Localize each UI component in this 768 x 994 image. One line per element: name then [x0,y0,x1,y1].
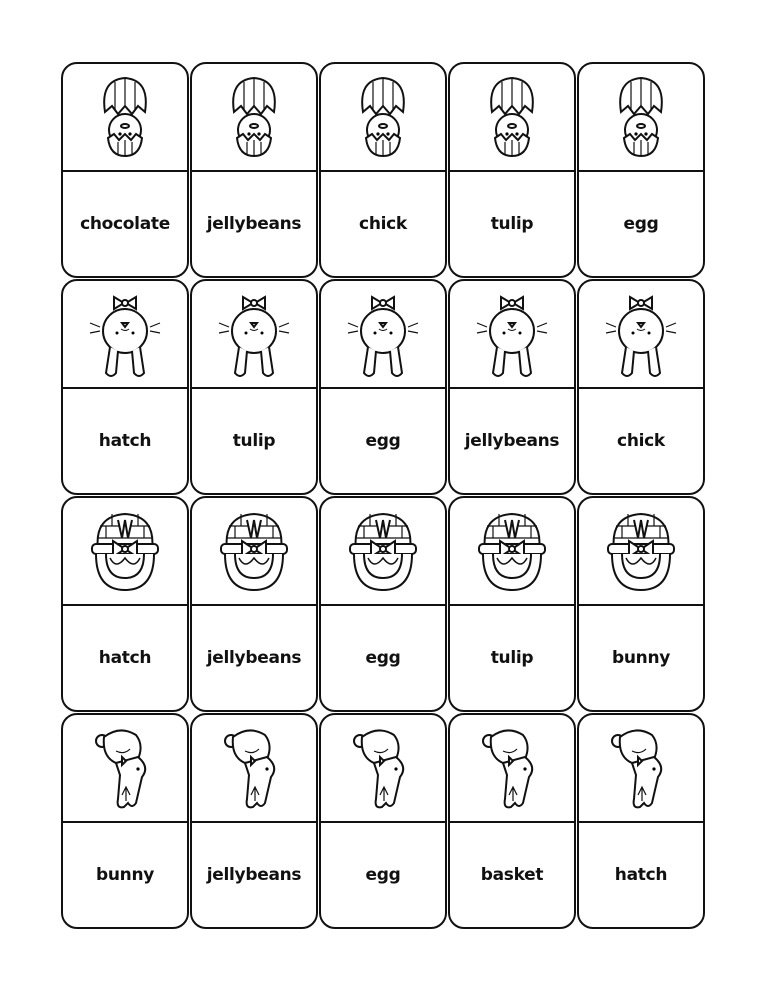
chick-in-egg-icon [192,64,316,172]
bunny-face-icon [192,281,316,389]
domino-card [319,713,447,929]
card-word: chick [359,214,407,234]
domino-card [190,279,318,495]
domino-card [190,713,318,929]
domino-card [61,713,189,929]
chick-in-egg-icon [579,64,703,172]
card-word: hatch [98,648,152,668]
card-word: egg [623,214,659,234]
domino-card [61,496,189,712]
card-word: hatch [614,865,668,885]
domino-card [61,279,189,495]
card-word: bunny [611,648,671,668]
chick-in-egg-icon [63,64,187,172]
easter-basket-icon [192,498,316,606]
domino-card [577,62,705,278]
card-word: tulip [232,431,276,451]
domino-card [319,496,447,712]
bunny-face-icon [579,281,703,389]
card-word: bunny [95,865,155,885]
domino-card [190,496,318,712]
domino-card [577,279,705,495]
bunny-icon [450,715,574,823]
easter-basket-icon [450,498,574,606]
card-word: chick [617,431,665,451]
domino-card [61,62,189,278]
card-word: jellybeans [206,648,302,668]
card-word: egg [365,431,401,451]
card-word: egg [365,865,401,885]
card-word: basket [480,865,544,885]
card-word: hatch [98,431,152,451]
card-word: chocolate [80,214,170,234]
bunny-icon [192,715,316,823]
bunny-face-icon [63,281,187,389]
domino-card [577,713,705,929]
chick-in-egg-icon [450,64,574,172]
domino-card [448,713,576,929]
card-word: tulip [490,214,534,234]
card-word: tulip [490,648,534,668]
domino-card [319,279,447,495]
domino-card [448,279,576,495]
bunny-icon [63,715,187,823]
card-word: jellybeans [206,214,302,234]
bunny-icon [321,715,445,823]
bunny-face-icon [450,281,574,389]
domino-card [448,496,576,712]
domino-card-grid [61,62,705,929]
bunny-face-icon [321,281,445,389]
easter-basket-icon [321,498,445,606]
domino-card [319,62,447,278]
easter-basket-icon [579,498,703,606]
domino-card [448,62,576,278]
domino-card [577,496,705,712]
bunny-icon [579,715,703,823]
chick-in-egg-icon [321,64,445,172]
card-word: jellybeans [206,865,302,885]
domino-card [190,62,318,278]
card-word: egg [365,648,401,668]
easter-basket-icon [63,498,187,606]
card-word: jellybeans [464,431,560,451]
